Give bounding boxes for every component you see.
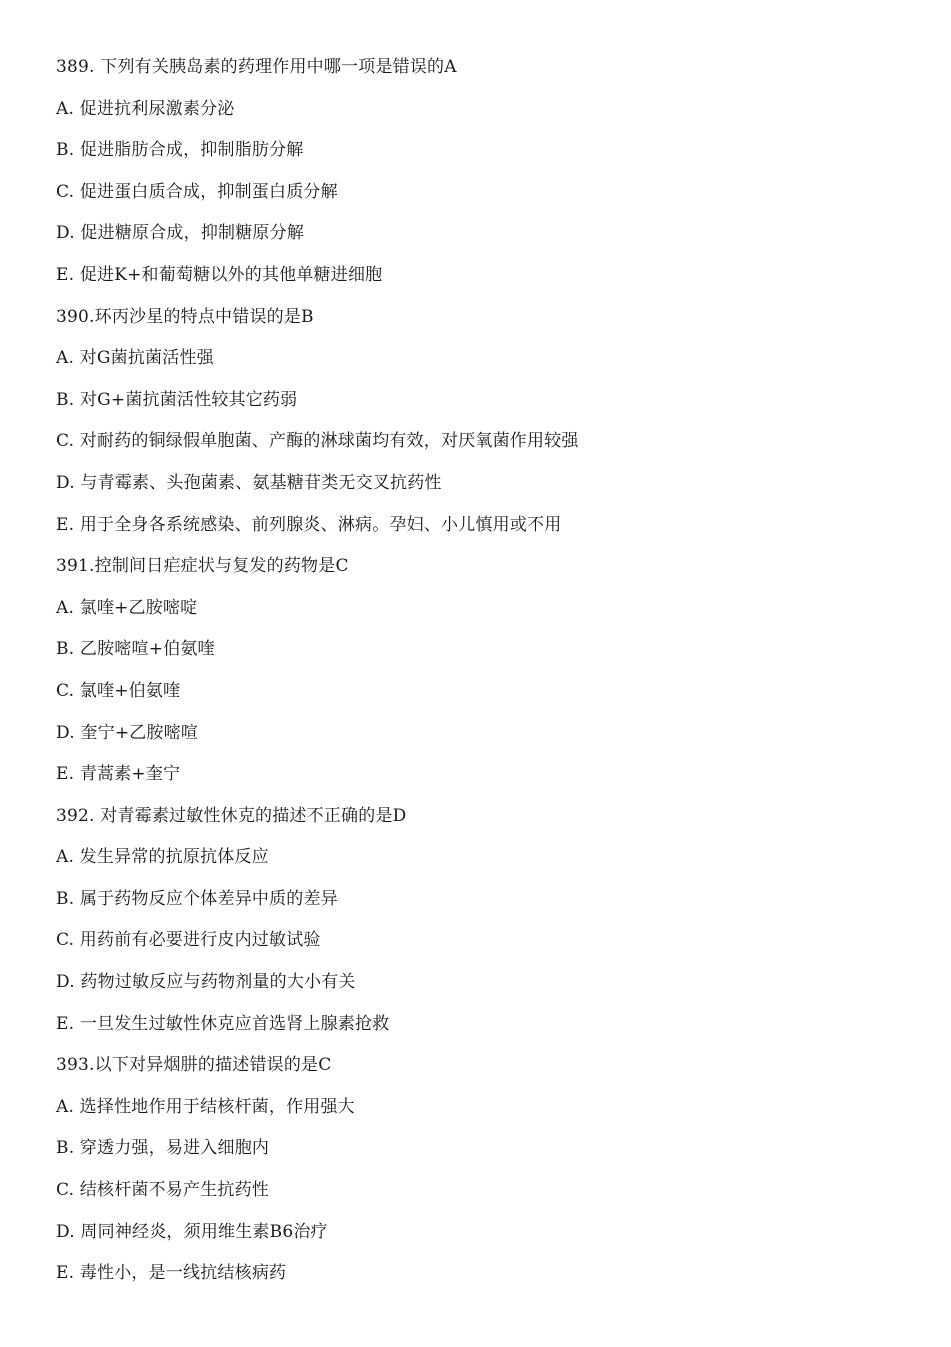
option-c: C. 结核杆菌不易产生抗药性 xyxy=(56,1180,270,1201)
option-d: D. 奎宁+乙胺嘧喧 xyxy=(56,722,199,743)
question-stem: 390.环丙沙星的特点中错误的是B xyxy=(56,306,314,327)
option-d: D. 促进糖原合成，抑制糖原分解 xyxy=(56,223,305,244)
option-c: C. 氯喹+伯氨喹 xyxy=(56,680,181,701)
option-a: A. 氯喹+乙胺嘧啶 xyxy=(56,597,198,618)
option-e: E. 毒性小，是一线抗结核病药 xyxy=(56,1263,287,1284)
option-b: B. 对G+菌抗菌活性较其它药弱 xyxy=(56,389,298,410)
option-c: C. 促进蛋白质合成，抑制蛋白质分解 xyxy=(56,181,338,202)
option-c: C. 对耐药的铜绿假单胞菌、产酶的淋球菌均有效，对厌氧菌作用较强 xyxy=(56,431,579,452)
option-b: B. 促进脂肪合成，抑制脂肪分解 xyxy=(56,140,304,161)
question-stem: 393.以下对异烟肼的描述错误的是C xyxy=(56,1055,332,1076)
option-a: A. 发生异常的抗原抗体反应 xyxy=(56,847,269,868)
option-e: E. 一旦发生过敏性休克应首选肾上腺素抢救 xyxy=(56,1013,390,1034)
question-393 xyxy=(56,1051,916,1301)
question-stem: 389. 下列有关胰岛素的药理作用中哪一项是错误的A xyxy=(56,57,457,77)
option-a: A. 促进抗利尿激素分泌 xyxy=(56,98,235,119)
option-c: C. 用药前有必要进行皮内过敏试验 xyxy=(56,930,321,951)
option-b: B. 乙胺嘧喧+伯氨喹 xyxy=(56,639,215,660)
option-a: A. 选择性地作用于结核杆菌，作用强大 xyxy=(56,1096,355,1117)
question-stem: 391.控制间日疟症状与复发的药物是C xyxy=(56,556,349,577)
option-a: A. 对G菌抗菌活性强 xyxy=(56,348,214,369)
option-d: D. 与青霉素、头孢菌素、氨基糖苷类无交叉抗药性 xyxy=(56,472,442,493)
option-b: B. 属于药物反应个体差异中质的差异 xyxy=(56,888,338,909)
question-392 xyxy=(56,802,916,1052)
option-b: B. 穿透力强，易进入细胞内 xyxy=(56,1138,270,1159)
option-e: E. 促进K+和葡萄糖以外的其他单糖进细胞 xyxy=(56,264,383,285)
question-stem: 392. 对青霉素过敏性休克的描述不正确的是D xyxy=(56,805,407,826)
question-391 xyxy=(56,552,916,802)
option-e: E. 用于全身各系统感染、前列腺炎、淋病。孕妇、小儿慎用或不用 xyxy=(56,514,562,535)
question-389 xyxy=(56,53,916,303)
question-list xyxy=(56,53,916,1301)
option-e: E. 青蒿素+奎宁 xyxy=(56,764,181,785)
option-d: D. 药物过敏反应与药物剂量的大小有关 xyxy=(56,972,356,993)
question-390 xyxy=(56,303,916,553)
option-d: D. 周同神经炎，须用维生素B6治疗 xyxy=(56,1221,328,1242)
